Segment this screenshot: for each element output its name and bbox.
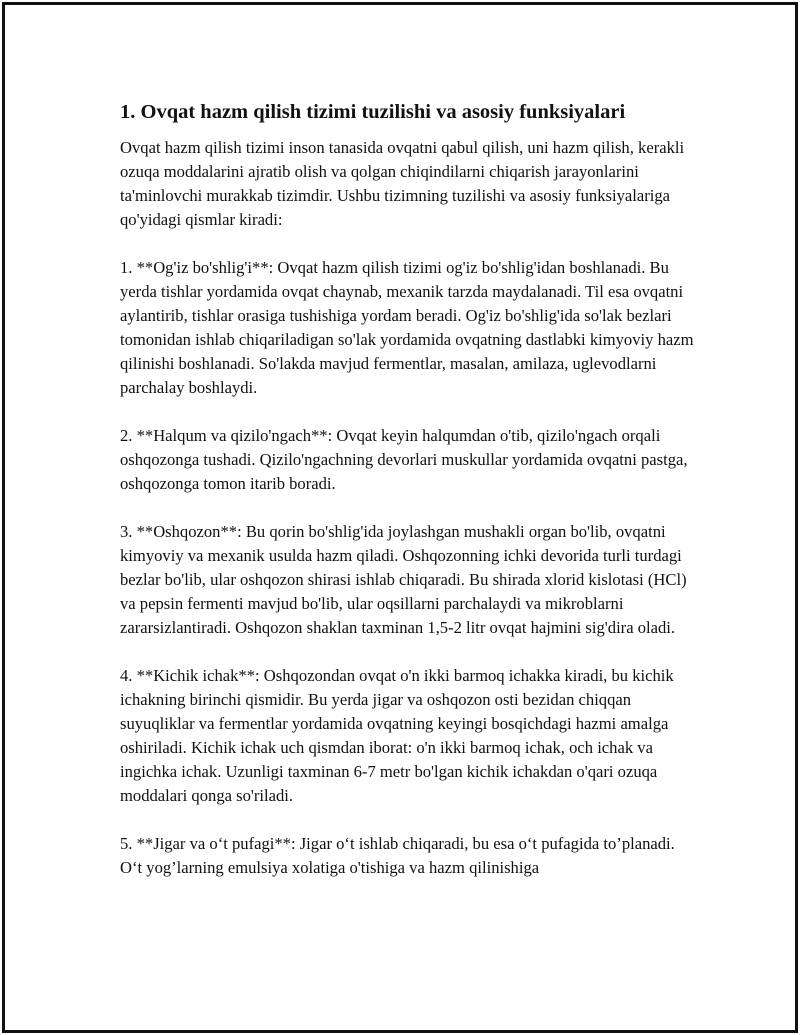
intro-paragraph: Ovqat hazm qilish tizimi inson tanasida ovqatni qabul qilish, uni hazm qilish, kerakli ozuqa moddalarini ajratib olish va qolgan chiqindilarni chiqarish jarayonlarini ta'minlovchi murakkab tizimdir. Ushbu tizimning tuzilishi va asosiy funksiyalariga qo'yidagi qismlar kiradi: <box>120 138 685 229</box>
document-title: 1. Ovqat hazm qilish tizimi tuzilishi va asosiy funksiyalari <box>120 101 626 123</box>
document-body <box>120 98 700 904</box>
page-frame <box>2 2 798 1033</box>
paragraph-stomach: 3. **Oshqozon**: Bu qorin bo'shlig'ida joylashgan mushakli organ bo'lib, ovqatni kimyoviy va mexanik usulda hazm qiladi. Oshqozonning ichki devorida turli turdagi bezlar bo'lib, ular oshqozon shirasi ishlab chiqaradi. Bu shirada xlorid kislotasi (HCl) va pepsin fermenti mavjud bo'lib, ular oqsillarni parchalaydi va mikroblarni zararsizlantiradi. Oshqozon shaklan taxminan 1,5-2 litr ovqat hajmini sig'dira oladi. <box>120 522 687 637</box>
paragraph-small-intestine: 4. **Kichik ichak**: Oshqozondan ovqat o'n ikki barmoq ichakka kiradi, bu kichik ichakning birinchi qismidir. Bu yerda jigar va oshqozon osti bezidan chiqqan suyuqliklar va fermentlar yordamida ovqatning keyingi bosqichdagi hazmi amalga oshiriladi. Kichik ichak uch qismdan iborat: o'n ikki barmoq ichak, och ichak va ingichka ichak. Uzunligi taxminan 6-7 metr bo'lgan kichik ichakdan o'qari ozuqa moddalari qonga so'riladi. <box>120 666 674 805</box>
paragraph-mouth: 1. **Og'iz bo'shlig'i**: Ovqat hazm qilish tizimi og'iz bo'shlig'idan boshlanadi. Bu yerda tishlar yordamida ovqat chaynab, mexanik tarzda maydalanadi. Til esa ovqatni aylantirib, tishlar orasiga tushishiga yordam beradi. Og'iz bo'shlig'ida so'lak bezlari tomonidan ishlab chiqariladigan so'lak yordamida ovqatning dastlabki kimyoviy hazm qilinishi boshlanadi. So'lakda mavjud fermentlar, masalan, amilaza, uglevodlarni parchalay boshlaydi. <box>120 258 694 397</box>
paragraph-liver-gallbladder: 5. **Jigar va o‘t pufagi**: Jigar o‘t ishlab chiqaradi, bu esa o‘t pufagida to’planadi. O‘t yog’larning emulsiya xolatiga o'tishiga va hazm qilinishiga <box>120 834 675 877</box>
paragraph-pharynx-esophagus: 2. **Halqum va qizilo'ngach**: Ovqat keyin halqumdan o'tib, qizilo'ngach orqali oshqozonga tushadi. Qizilo'ngachning devorlari muskullar yordamida ovqatni pastga, oshqozonga tomon itarib boradi. <box>120 426 688 493</box>
